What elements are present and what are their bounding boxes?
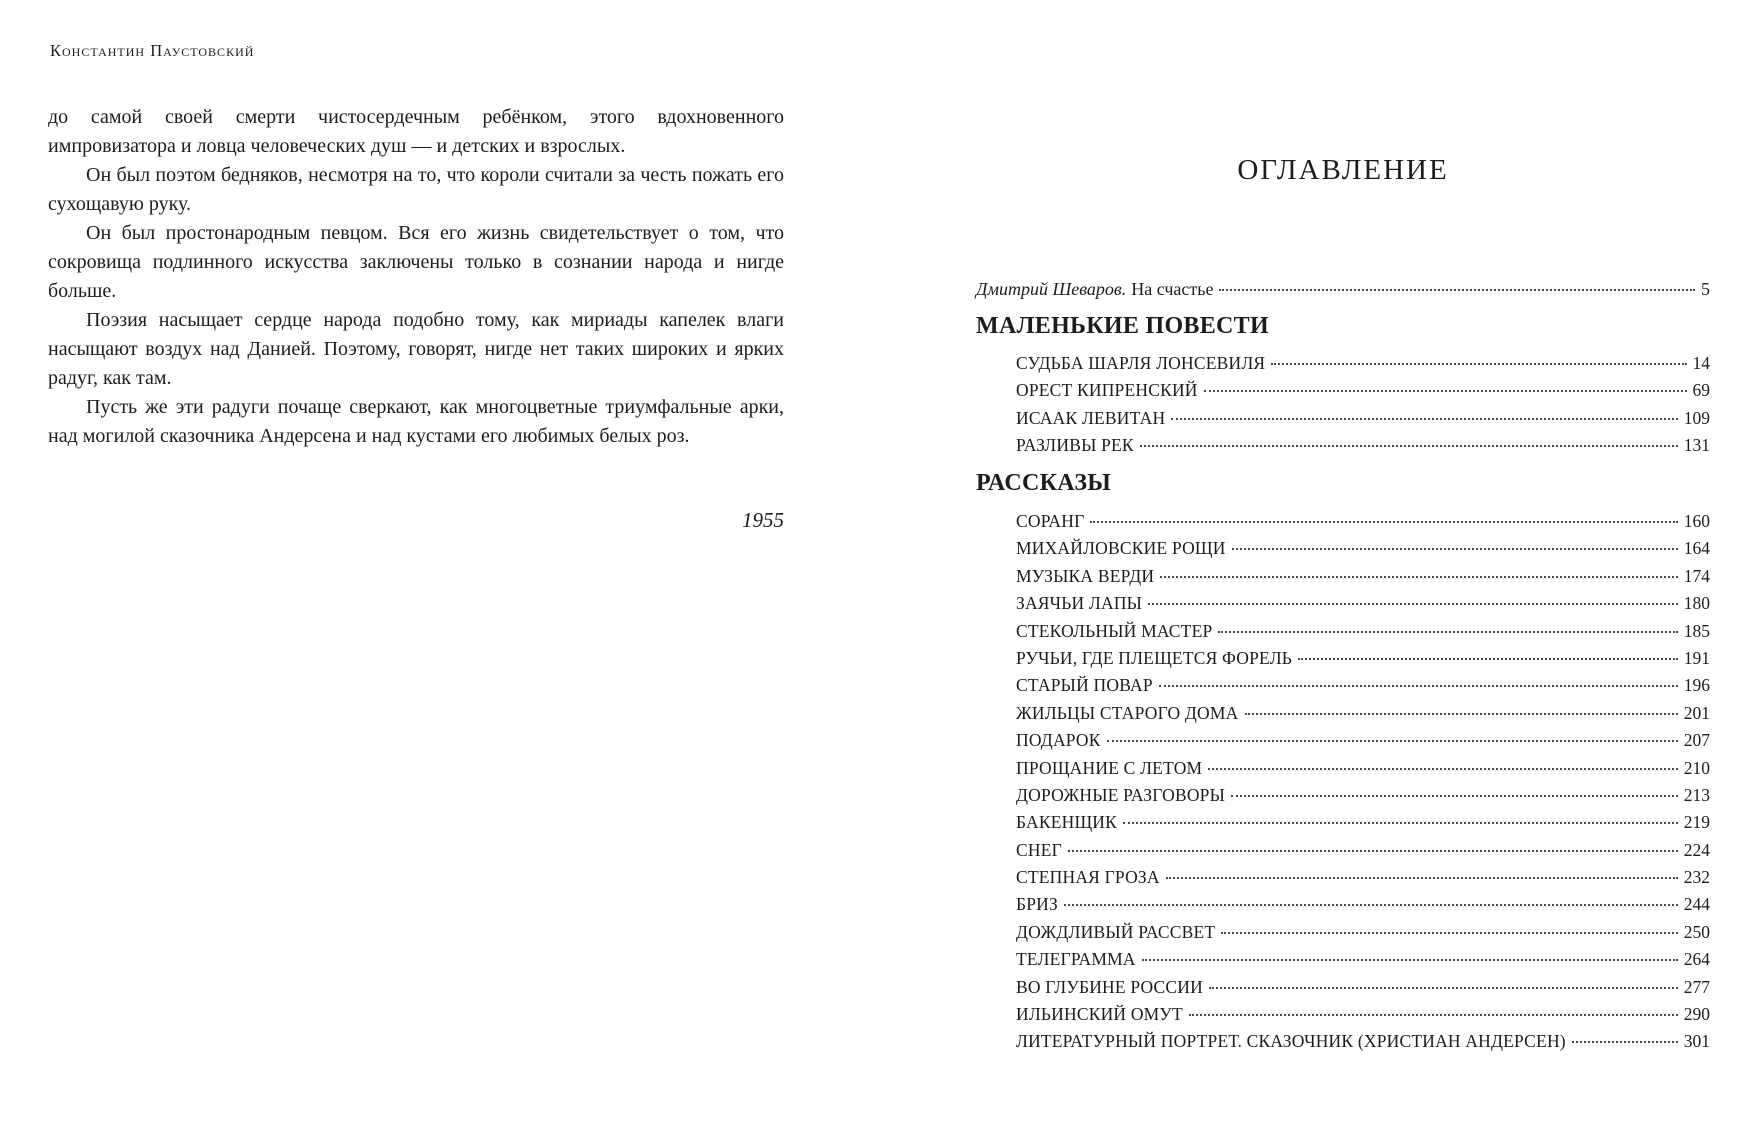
toc-entry-title: СТЕПНАЯ ГРОЗА bbox=[1016, 867, 1160, 888]
right-page bbox=[976, 0, 1710, 1138]
dot-leader bbox=[1107, 740, 1678, 742]
dot-leader bbox=[1148, 603, 1678, 605]
dot-leader bbox=[1231, 795, 1678, 797]
toc-entry-title: ТЕЛЕГРАММА bbox=[1016, 949, 1136, 970]
dot-leader bbox=[1204, 390, 1687, 392]
toc-entry[interactable] bbox=[1016, 703, 1710, 730]
dot-leader bbox=[1142, 959, 1678, 961]
toc-entry-page: 219 bbox=[1683, 812, 1710, 833]
toc-entry[interactable] bbox=[1016, 1004, 1710, 1031]
toc-list-stories bbox=[1016, 511, 1710, 1059]
toc-entry[interactable] bbox=[1016, 758, 1710, 785]
toc-entry-page: 201 bbox=[1683, 702, 1710, 723]
toc-entry-title: ДОЖДЛИВЫЙ РАССВЕТ bbox=[1016, 921, 1216, 942]
toc-entry-page: 210 bbox=[1683, 757, 1710, 778]
toc-entry-title: СУДЬБА ШАРЛЯ ЛОНСЕВИЛЯ bbox=[1016, 353, 1266, 373]
toc-entry[interactable] bbox=[1016, 977, 1710, 1004]
body-text bbox=[48, 103, 784, 451]
toc-entry-page: 191 bbox=[1683, 647, 1710, 668]
toc-entry[interactable] bbox=[1016, 353, 1710, 380]
dot-leader bbox=[1572, 1041, 1678, 1043]
dot-leader bbox=[1160, 576, 1678, 578]
paragraph: Пусть же эти радуги почаще сверкают, как многоцветные триумфальные арки, над могилой сказочника Андерсена и над кустами его любимых белых роз. bbox=[48, 396, 784, 447]
dot-leader bbox=[1189, 1014, 1678, 1016]
dot-leader bbox=[1171, 418, 1677, 420]
toc-entry[interactable] bbox=[1016, 380, 1710, 407]
dot-leader bbox=[1159, 685, 1678, 687]
dot-leader bbox=[1090, 521, 1677, 523]
paragraph: до самой своей смерти чистосердечным ребёнком, этого вдохновенного импровизатора и ловца человеческих душ — и детских и взрослых. bbox=[48, 106, 784, 157]
dot-leader bbox=[1298, 658, 1678, 660]
date-signature: 1955 bbox=[742, 508, 784, 532]
toc-entry[interactable] bbox=[1016, 730, 1710, 757]
toc-entry-page: 160 bbox=[1683, 511, 1710, 531]
paragraph: Поэзия насыщает сердце народа подобно тому, как мириады капелек влаги насыщают воздух над Данией. Поэтому, говорят, нигде нет таких широких и ярких радуг, как там. bbox=[48, 309, 784, 389]
toc-entry-page: 301 bbox=[1683, 1031, 1710, 1052]
toc-entry[interactable] bbox=[1016, 867, 1710, 894]
toc-entry[interactable] bbox=[1016, 949, 1710, 976]
toc-entry-page: 174 bbox=[1683, 565, 1710, 586]
toc-entry[interactable] bbox=[1016, 593, 1710, 620]
toc-entry-title: ЗАЯЧЬИ ЛАПЫ bbox=[1016, 593, 1143, 614]
toc-entry-title: ЖИЛЬЦЫ СТАРОГО ДОМА bbox=[1016, 702, 1239, 723]
toc-entry-page: 213 bbox=[1683, 784, 1710, 805]
toc-entry[interactable] bbox=[1016, 1031, 1710, 1058]
dot-leader bbox=[1209, 987, 1678, 989]
toc-entry[interactable] bbox=[1016, 840, 1710, 867]
preface-title: На счастье bbox=[1131, 279, 1214, 299]
toc-entry-title: БРИЗ bbox=[1016, 894, 1058, 915]
toc-entry-title: СТАРЫЙ ПОВАР bbox=[1016, 675, 1153, 696]
dot-leader bbox=[1140, 445, 1678, 447]
toc-entry[interactable] bbox=[1016, 922, 1710, 949]
toc-entry-page: 164 bbox=[1683, 538, 1710, 559]
toc-entry-title: БАКЕНЩИК bbox=[1016, 812, 1118, 833]
toc-entry-page: 69 bbox=[1692, 380, 1710, 401]
toc-entry-page: 207 bbox=[1683, 730, 1710, 751]
toc-title: ОГЛАВЛЕНИЕ bbox=[1237, 154, 1449, 186]
toc-entry-title: СНЕГ bbox=[1016, 839, 1062, 860]
toc-entry[interactable] bbox=[1016, 675, 1710, 702]
toc-entry-title: ИЛЬИНСКИЙ ОМУТ bbox=[1016, 1004, 1183, 1025]
dot-leader bbox=[1245, 713, 1678, 715]
dot-leader bbox=[1123, 822, 1678, 824]
toc-entry-title: МИХАЙЛОВСКИЕ РОЩИ bbox=[1016, 538, 1226, 559]
toc-entry-title: ОРЕСТ КИПРЕНСКИЙ bbox=[1016, 380, 1198, 401]
toc-entry-page: 264 bbox=[1683, 949, 1710, 970]
toc-entry-page: 196 bbox=[1683, 675, 1710, 696]
toc-entry[interactable] bbox=[1016, 785, 1710, 812]
dot-leader bbox=[1271, 363, 1686, 365]
toc-entry-page: 277 bbox=[1683, 976, 1710, 997]
toc-entry-title: ЛИТЕРАТУРНЫЙ ПОРТРЕТ. СКАЗОЧНИК (ХРИСТИАН АНДЕРСЕН) bbox=[1016, 1031, 1566, 1052]
toc-entry-page: 250 bbox=[1683, 921, 1710, 942]
dot-leader bbox=[1232, 548, 1678, 550]
toc-entry-page: 244 bbox=[1683, 894, 1710, 915]
toc-entry[interactable] bbox=[1016, 566, 1710, 593]
toc-entry[interactable] bbox=[1016, 648, 1710, 675]
toc-entry-page: 14 bbox=[1692, 353, 1710, 373]
preface-page-number: 5 bbox=[1701, 279, 1710, 299]
toc-entry-title: СТЕКОЛЬНЫЙ МАСТЕР bbox=[1016, 620, 1213, 641]
toc-entry-title: ИСААК ЛЕВИТАН bbox=[1016, 407, 1166, 428]
running-head: Константин Паустовский bbox=[50, 41, 255, 60]
toc-entry[interactable] bbox=[1016, 511, 1710, 538]
toc-entry[interactable] bbox=[1016, 894, 1710, 921]
toc-entry-title: ВО ГЛУБИНЕ РОССИИ bbox=[1016, 976, 1203, 997]
toc-entry-title: МУЗЫКА ВЕРДИ bbox=[1016, 565, 1155, 586]
toc-entry-title: СОРАНГ bbox=[1016, 511, 1085, 531]
toc-entry[interactable] bbox=[1016, 408, 1710, 435]
toc-entry-title: РАЗЛИВЫ РЕК bbox=[1016, 435, 1134, 456]
toc-entry-page: 232 bbox=[1683, 867, 1710, 888]
dot-leader bbox=[1219, 289, 1695, 291]
paragraph: Он был простонародным певцом. Вся его жизнь свидетельствует о том, что сокровища подлинного искусства заключены только в сознании народа и нигде больше. bbox=[48, 222, 784, 302]
toc-entry-page: 131 bbox=[1683, 435, 1710, 456]
toc-entry-page: 224 bbox=[1683, 839, 1710, 860]
preface-author: Дмитрий Шеваров. bbox=[976, 279, 1127, 299]
dot-leader bbox=[1064, 904, 1678, 906]
toc-entry-title: ПОДАРОК bbox=[1016, 730, 1101, 751]
toc-list-short-novels bbox=[1016, 353, 1710, 463]
dot-leader bbox=[1208, 768, 1677, 770]
dot-leader bbox=[1221, 932, 1677, 934]
paragraph: Он был поэтом бедняков, несмотря на то, что короли считали за честь пожать его сухощавую руку. bbox=[48, 164, 784, 215]
toc-entry-title: ПРОЩАНИЕ С ЛЕТОМ bbox=[1016, 757, 1203, 778]
toc-entry[interactable] bbox=[1016, 435, 1710, 462]
dot-leader bbox=[1166, 877, 1678, 879]
toc-entry-title: ДОРОЖНЫЕ РАЗГОВОРЫ bbox=[1016, 784, 1226, 805]
toc-entry-page: 290 bbox=[1683, 1004, 1710, 1025]
toc-entry[interactable] bbox=[1016, 812, 1710, 839]
toc-entry-title: РУЧЬИ, ГДЕ ПЛЕЩЕТСЯ ФОРЕЛЬ bbox=[1016, 647, 1293, 668]
section-title-stories: РАССКАЗЫ bbox=[976, 470, 1112, 496]
left-page bbox=[48, 0, 784, 1138]
dot-leader bbox=[1068, 850, 1678, 852]
toc-entry-page: 185 bbox=[1683, 620, 1710, 641]
toc-entry-page: 180 bbox=[1683, 593, 1710, 614]
toc-preface-entry[interactable] bbox=[976, 279, 1710, 300]
toc-entry-page: 109 bbox=[1683, 407, 1710, 428]
toc-entry[interactable] bbox=[1016, 538, 1710, 565]
dot-leader bbox=[1218, 631, 1677, 633]
toc-entry[interactable] bbox=[1016, 621, 1710, 648]
section-title-short-novels: МАЛЕНЬКИЕ ПОВЕСТИ bbox=[976, 313, 1269, 339]
